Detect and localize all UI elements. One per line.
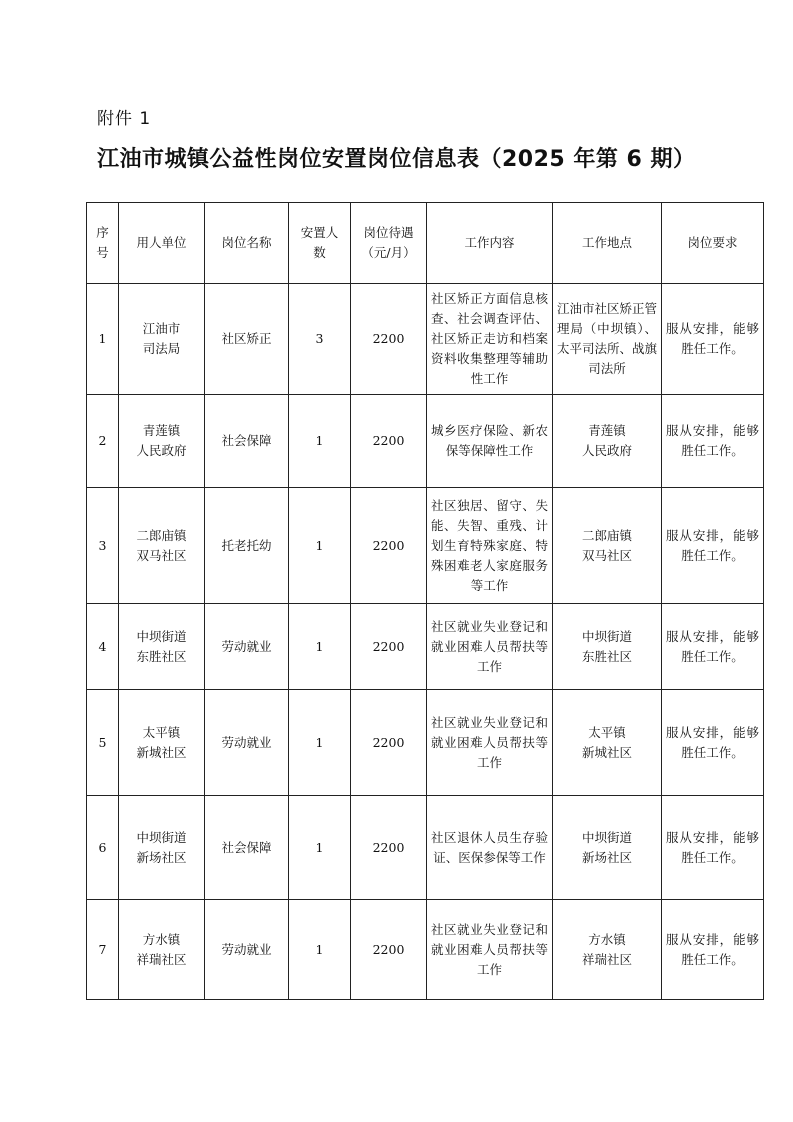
cell-count: 1	[289, 900, 351, 1000]
cell-count: 1	[289, 796, 351, 900]
cell-content: 社区矫正方面信息核查、社会调查评估、社区矫正走访和档案资料收集整理等辅助性工作	[427, 284, 553, 395]
cell-unit: 青莲镇 人民政府	[119, 395, 205, 488]
cell-no: 4	[87, 604, 119, 690]
cell-count: 1	[289, 395, 351, 488]
cell-post: 劳动就业	[205, 900, 289, 1000]
cell-location: 青莲镇 人民政府	[553, 395, 662, 488]
header-row	[87, 203, 764, 284]
cell-location: 方水镇 祥瑞社区	[553, 900, 662, 1000]
cell-content: 社区就业失业登记和就业困难人员帮扶等工作	[427, 690, 553, 796]
table-row	[87, 796, 764, 900]
header-pay: 岗位待遇 （元/月）	[351, 203, 427, 284]
header-requirement: 岗位要求	[662, 203, 764, 284]
header-no: 序 号	[87, 203, 119, 284]
cell-no: 5	[87, 690, 119, 796]
table-row	[87, 604, 764, 690]
cell-content: 城乡医疗保险、新农保等保障性工作	[427, 395, 553, 488]
table-row	[87, 395, 764, 488]
header-post: 岗位名称	[205, 203, 289, 284]
cell-count: 3	[289, 284, 351, 395]
cell-location: 太平镇 新城社区	[553, 690, 662, 796]
cell-requirement: 服从安排，能够胜任工作。	[662, 395, 764, 488]
positions-table	[86, 202, 764, 1000]
cell-pay: 2200	[351, 796, 427, 900]
cell-pay: 2200	[351, 604, 427, 690]
document-title: 江油市城镇公益性岗位安置岗位信息表（2025 年第 6 期）	[97, 147, 696, 172]
cell-requirement: 服从安排，能够胜任工作。	[662, 284, 764, 395]
cell-requirement: 服从安排，能够胜任工作。	[662, 604, 764, 690]
cell-content: 社区就业失业登记和就业困难人员帮扶等工作	[427, 604, 553, 690]
cell-pay: 2200	[351, 284, 427, 395]
header-unit: 用人单位	[119, 203, 205, 284]
table-row	[87, 488, 764, 604]
cell-unit: 二郎庙镇 双马社区	[119, 488, 205, 604]
cell-post: 社会保障	[205, 796, 289, 900]
cell-no: 6	[87, 796, 119, 900]
header-location: 工作地点	[553, 203, 662, 284]
header-content: 工作内容	[427, 203, 553, 284]
cell-unit: 方水镇 祥瑞社区	[119, 900, 205, 1000]
table-row	[87, 284, 764, 395]
cell-unit: 太平镇 新城社区	[119, 690, 205, 796]
cell-content: 社区就业失业登记和就业困难人员帮扶等工作	[427, 900, 553, 1000]
table-row	[87, 690, 764, 796]
cell-location: 江油市社区矫正管理局（中坝镇）、太平司法所、战旗司法所	[553, 284, 662, 395]
cell-location: 中坝街道 新场社区	[553, 796, 662, 900]
cell-pay: 2200	[351, 488, 427, 604]
cell-unit: 江油市 司法局	[119, 284, 205, 395]
cell-requirement: 服从安排，能够胜任工作。	[662, 900, 764, 1000]
cell-content: 社区退休人员生存验证、医保参保等工作	[427, 796, 553, 900]
cell-pay: 2200	[351, 900, 427, 1000]
cell-location: 中坝街道 东胜社区	[553, 604, 662, 690]
cell-requirement: 服从安排，能够胜任工作。	[662, 796, 764, 900]
cell-no: 7	[87, 900, 119, 1000]
cell-pay: 2200	[351, 690, 427, 796]
cell-post: 社区矫正	[205, 284, 289, 395]
cell-count: 1	[289, 604, 351, 690]
cell-post: 社会保障	[205, 395, 289, 488]
cell-post: 托老托幼	[205, 488, 289, 604]
cell-post: 劳动就业	[205, 690, 289, 796]
cell-count: 1	[289, 488, 351, 604]
cell-unit: 中坝街道 东胜社区	[119, 604, 205, 690]
cell-requirement: 服从安排，能够胜任工作。	[662, 690, 764, 796]
cell-requirement: 服从安排，能够胜任工作。	[662, 488, 764, 604]
cell-count: 1	[289, 690, 351, 796]
cell-no: 2	[87, 395, 119, 488]
cell-no: 1	[87, 284, 119, 395]
attachment-label: 附件 1	[97, 109, 152, 129]
cell-no: 3	[87, 488, 119, 604]
cell-content: 社区独居、留守、失能、失智、重残、计划生育特殊家庭、特殊困难老人家庭服务等工作	[427, 488, 553, 604]
cell-post: 劳动就业	[205, 604, 289, 690]
cell-pay: 2200	[351, 395, 427, 488]
header-count: 安置人 数	[289, 203, 351, 284]
table-row	[87, 900, 764, 1000]
cell-unit: 中坝街道 新场社区	[119, 796, 205, 900]
cell-location: 二郎庙镇 双马社区	[553, 488, 662, 604]
